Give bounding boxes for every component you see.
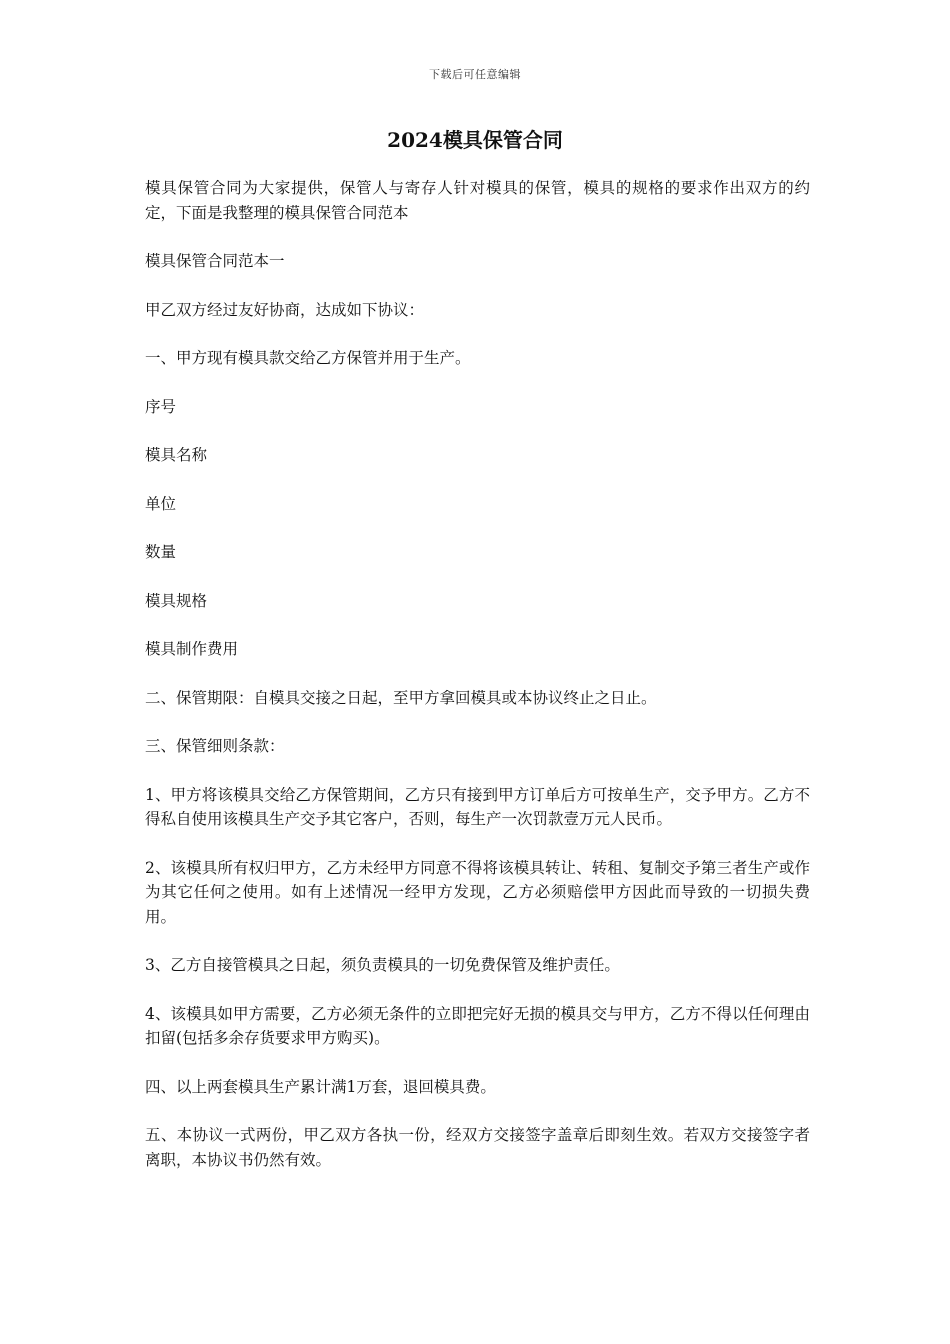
clause-3-item-4: 4、该模具如甲方需要，乙方必须无条件的立即把完好无损的模具交与甲方，乙方不得以任何理由扣留(包括多余存货要求甲方购买)。 bbox=[145, 1004, 810, 1047]
clause-3-item-3: 3、乙方自接管模具之日起，须负责模具的一切免费保管及维护责任。 bbox=[145, 956, 620, 974]
sample-heading: 模具保管合同范本一 bbox=[145, 252, 285, 270]
clause-1: 一、甲方现有模具款交给乙方保管并用于生产。 bbox=[145, 349, 471, 367]
clause-3-item-2: 2、该模具所有权归甲方，乙方未经甲方同意不得将该模具转让、转租、复制交予第三者生产或作为其它任何之使用。如有上述情况一经甲方发现，乙方必须赔偿甲方因此而导致的一切损失费用。 bbox=[145, 858, 810, 926]
intro-paragraph: 模具保管合同为大家提供，保管人与寄存人针对模具的保管，模具的规格的要求作出双方的约定，下面是我整理的模具保管合同范本 bbox=[145, 179, 810, 222]
document-body bbox=[145, 176, 810, 1196]
clause-5: 五、本协议一式两份，甲乙双方各执一份，经双方交接签字盖章后即刻生效。若双方交接签字者离职，本协议书仍然有效。 bbox=[145, 1126, 810, 1169]
clause-3-heading: 三、保管细则条款： bbox=[145, 737, 285, 755]
clause-4: 四、以上两套模具生产累计满1万套，退回模具费。 bbox=[145, 1077, 496, 1096]
agreement-preamble: 甲乙双方经过友好协商，达成如下协议： bbox=[145, 300, 425, 319]
field-quantity: 数量 bbox=[145, 543, 177, 561]
page-header-note: 下载后可任意编辑 bbox=[429, 68, 521, 81]
clause-2: 二、保管期限：自模具交接之日起，至甲方拿回模具或本协议终止之日止。 bbox=[145, 688, 657, 707]
field-mold-name: 模具名称 bbox=[145, 446, 208, 464]
clause-3-item-1: 1、甲方将该模具交给乙方保管期间，乙方只有接到甲方订单后方可按单生产，交予甲方。乙方不得私自使用该模具生产交予其它客户，否则，每生产一次罚款壹万元人民币。 bbox=[145, 785, 810, 828]
field-mold-spec: 模具规格 bbox=[145, 591, 208, 610]
field-unit: 单位 bbox=[145, 494, 177, 513]
document-title: 2024模具保管合同 bbox=[387, 128, 563, 152]
field-serial-number: 序号 bbox=[145, 397, 177, 416]
field-mold-cost: 模具制作费用 bbox=[145, 640, 239, 658]
